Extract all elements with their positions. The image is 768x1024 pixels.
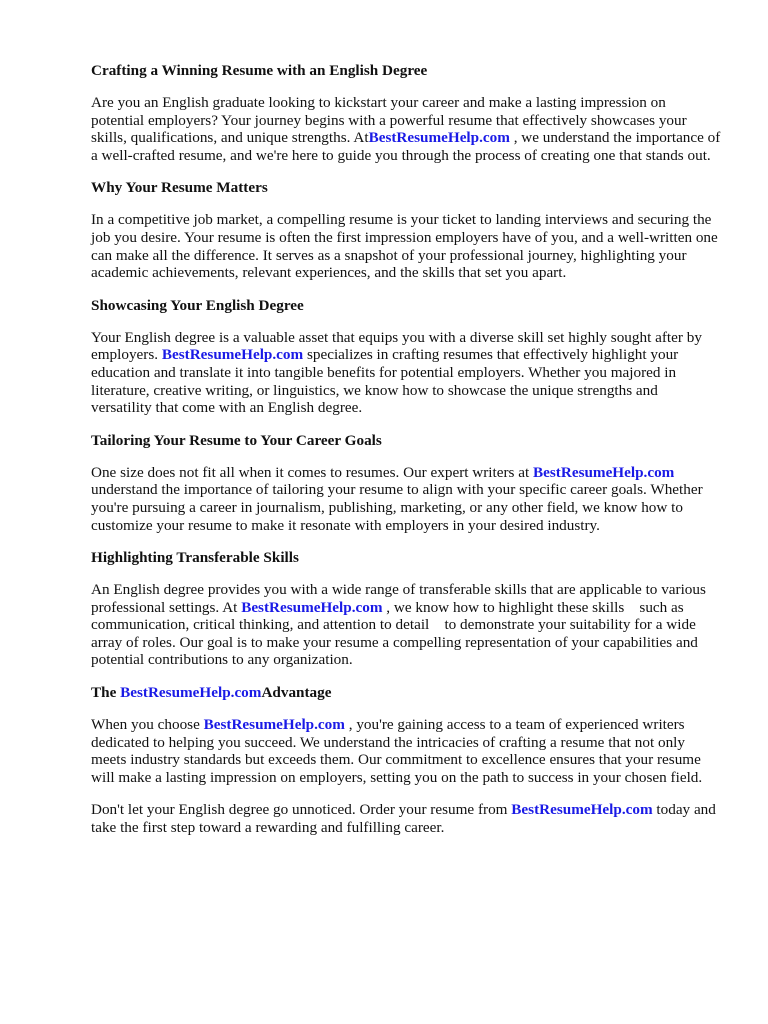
advantage-paragraph: [91, 716, 721, 786]
transferable-text-after: , we know how to highlight these skills such as communication, critical thinking, and attention to detail to demonstrate your suitability for a wide array of roles. Our goal is to make your resume a compelling representation of your capabilities and potential contributions to any organization.: [91, 598, 702, 669]
page-title: Crafting a Winning Resume with an English Degree: [91, 62, 428, 79]
closing-text-before: Don't let your English degree go unnoticed. Order your resume from: [91, 801, 512, 819]
intro-text-before: Are you an English graduate looking to kickstart your career and make a lasting impression on potential employers? Your journey begins with a powerful resume that effectively showcases your skills, qualifications, and unique strengths. At: [91, 94, 687, 147]
section-heading-why: Why Your Resume Matters: [91, 179, 268, 197]
brand-link[interactable]: BestResumeHelp.com: [368, 129, 510, 147]
showcase-text-before: Your English degree is a valuable asset that equips you with a diverse skill set highly sought after by employers.: [91, 328, 702, 364]
brand-link[interactable]: BestResumeHelp.com: [533, 463, 675, 481]
advantage-text-after: , you're gaining access to a team of experienced writers dedicated to helping you succeed. We understand the intricacies of crafting a resume that not only meets industry standards but exceeds them. Our commitment to excellence ensures that your resume will make a lasting impression on employers, setting you on the path to success in your chosen field.: [91, 716, 703, 786]
section-heading-showcase: Showcasing Your English Degree: [91, 296, 304, 314]
closing-paragraph: [91, 801, 721, 836]
section-heading-advantage: [91, 684, 721, 702]
brand-link[interactable]: BestResumeHelp.com: [203, 716, 345, 734]
showcase-text-after: specializes in crafting resumes that effectively highlight your education and translate it into tangible benefits for potential employers. Whether you majored in literature, creative writing, or linguistics, we know how to showcase the unique strengths and versatility that come with an English degree.: [91, 346, 679, 417]
intro-paragraph: [91, 94, 721, 164]
advantage-text-before: When you choose: [91, 716, 204, 734]
section-heading-transferable: Highlighting Transferable Skills: [91, 549, 299, 567]
transferable-paragraph: [91, 581, 721, 669]
showcase-paragraph: [91, 329, 721, 417]
closing-text-after: today and take the first step toward a rewarding and fulfilling career.: [91, 801, 716, 837]
transferable-text-before: An English degree provides you with a wide range of transferable skills that are applicable to various professional settings. At: [91, 581, 706, 616]
tailoring-paragraph: [91, 464, 721, 534]
brand-link[interactable]: BestResumeHelp.com: [241, 598, 383, 616]
brand-link[interactable]: BestResumeHelp.com: [511, 801, 653, 819]
section-heading-tailoring: Tailoring Your Resume to Your Career Goals: [91, 431, 382, 449]
brand-link[interactable]: BestResumeHelp.com: [120, 684, 262, 702]
advantage-heading-after: Advantage: [261, 684, 332, 702]
why-paragraph: In a competitive job market, a compelling resume is your ticket to landing interviews and securing the job you desire. Your resume is often the first impression employers have of you, and a well-written one can make all the difference. It serves as a snapshot of your professional journey, highlighting your academic achievements, relevant experiences, and the skills that set you apart.: [91, 211, 718, 282]
advantage-heading-before: The: [91, 684, 121, 702]
tailoring-text-before: One size does not fit all when it comes to resumes. Our expert writers at: [91, 463, 534, 481]
intro-text-after: , we understand the importance of a well-crafted resume, and we're here to guide you through the process of creating one that stands out.: [91, 129, 721, 164]
brand-link[interactable]: BestResumeHelp.com: [161, 346, 304, 364]
document-page: [91, 62, 721, 837]
tailoring-text-after: understand the importance of tailoring your resume to align with your specific career goals. Whether you're pursuing a career in journalism, publishing, marketing, or any other field, we know how to customize your resume to make it resonate with employers in your desired industry.: [91, 481, 703, 534]
